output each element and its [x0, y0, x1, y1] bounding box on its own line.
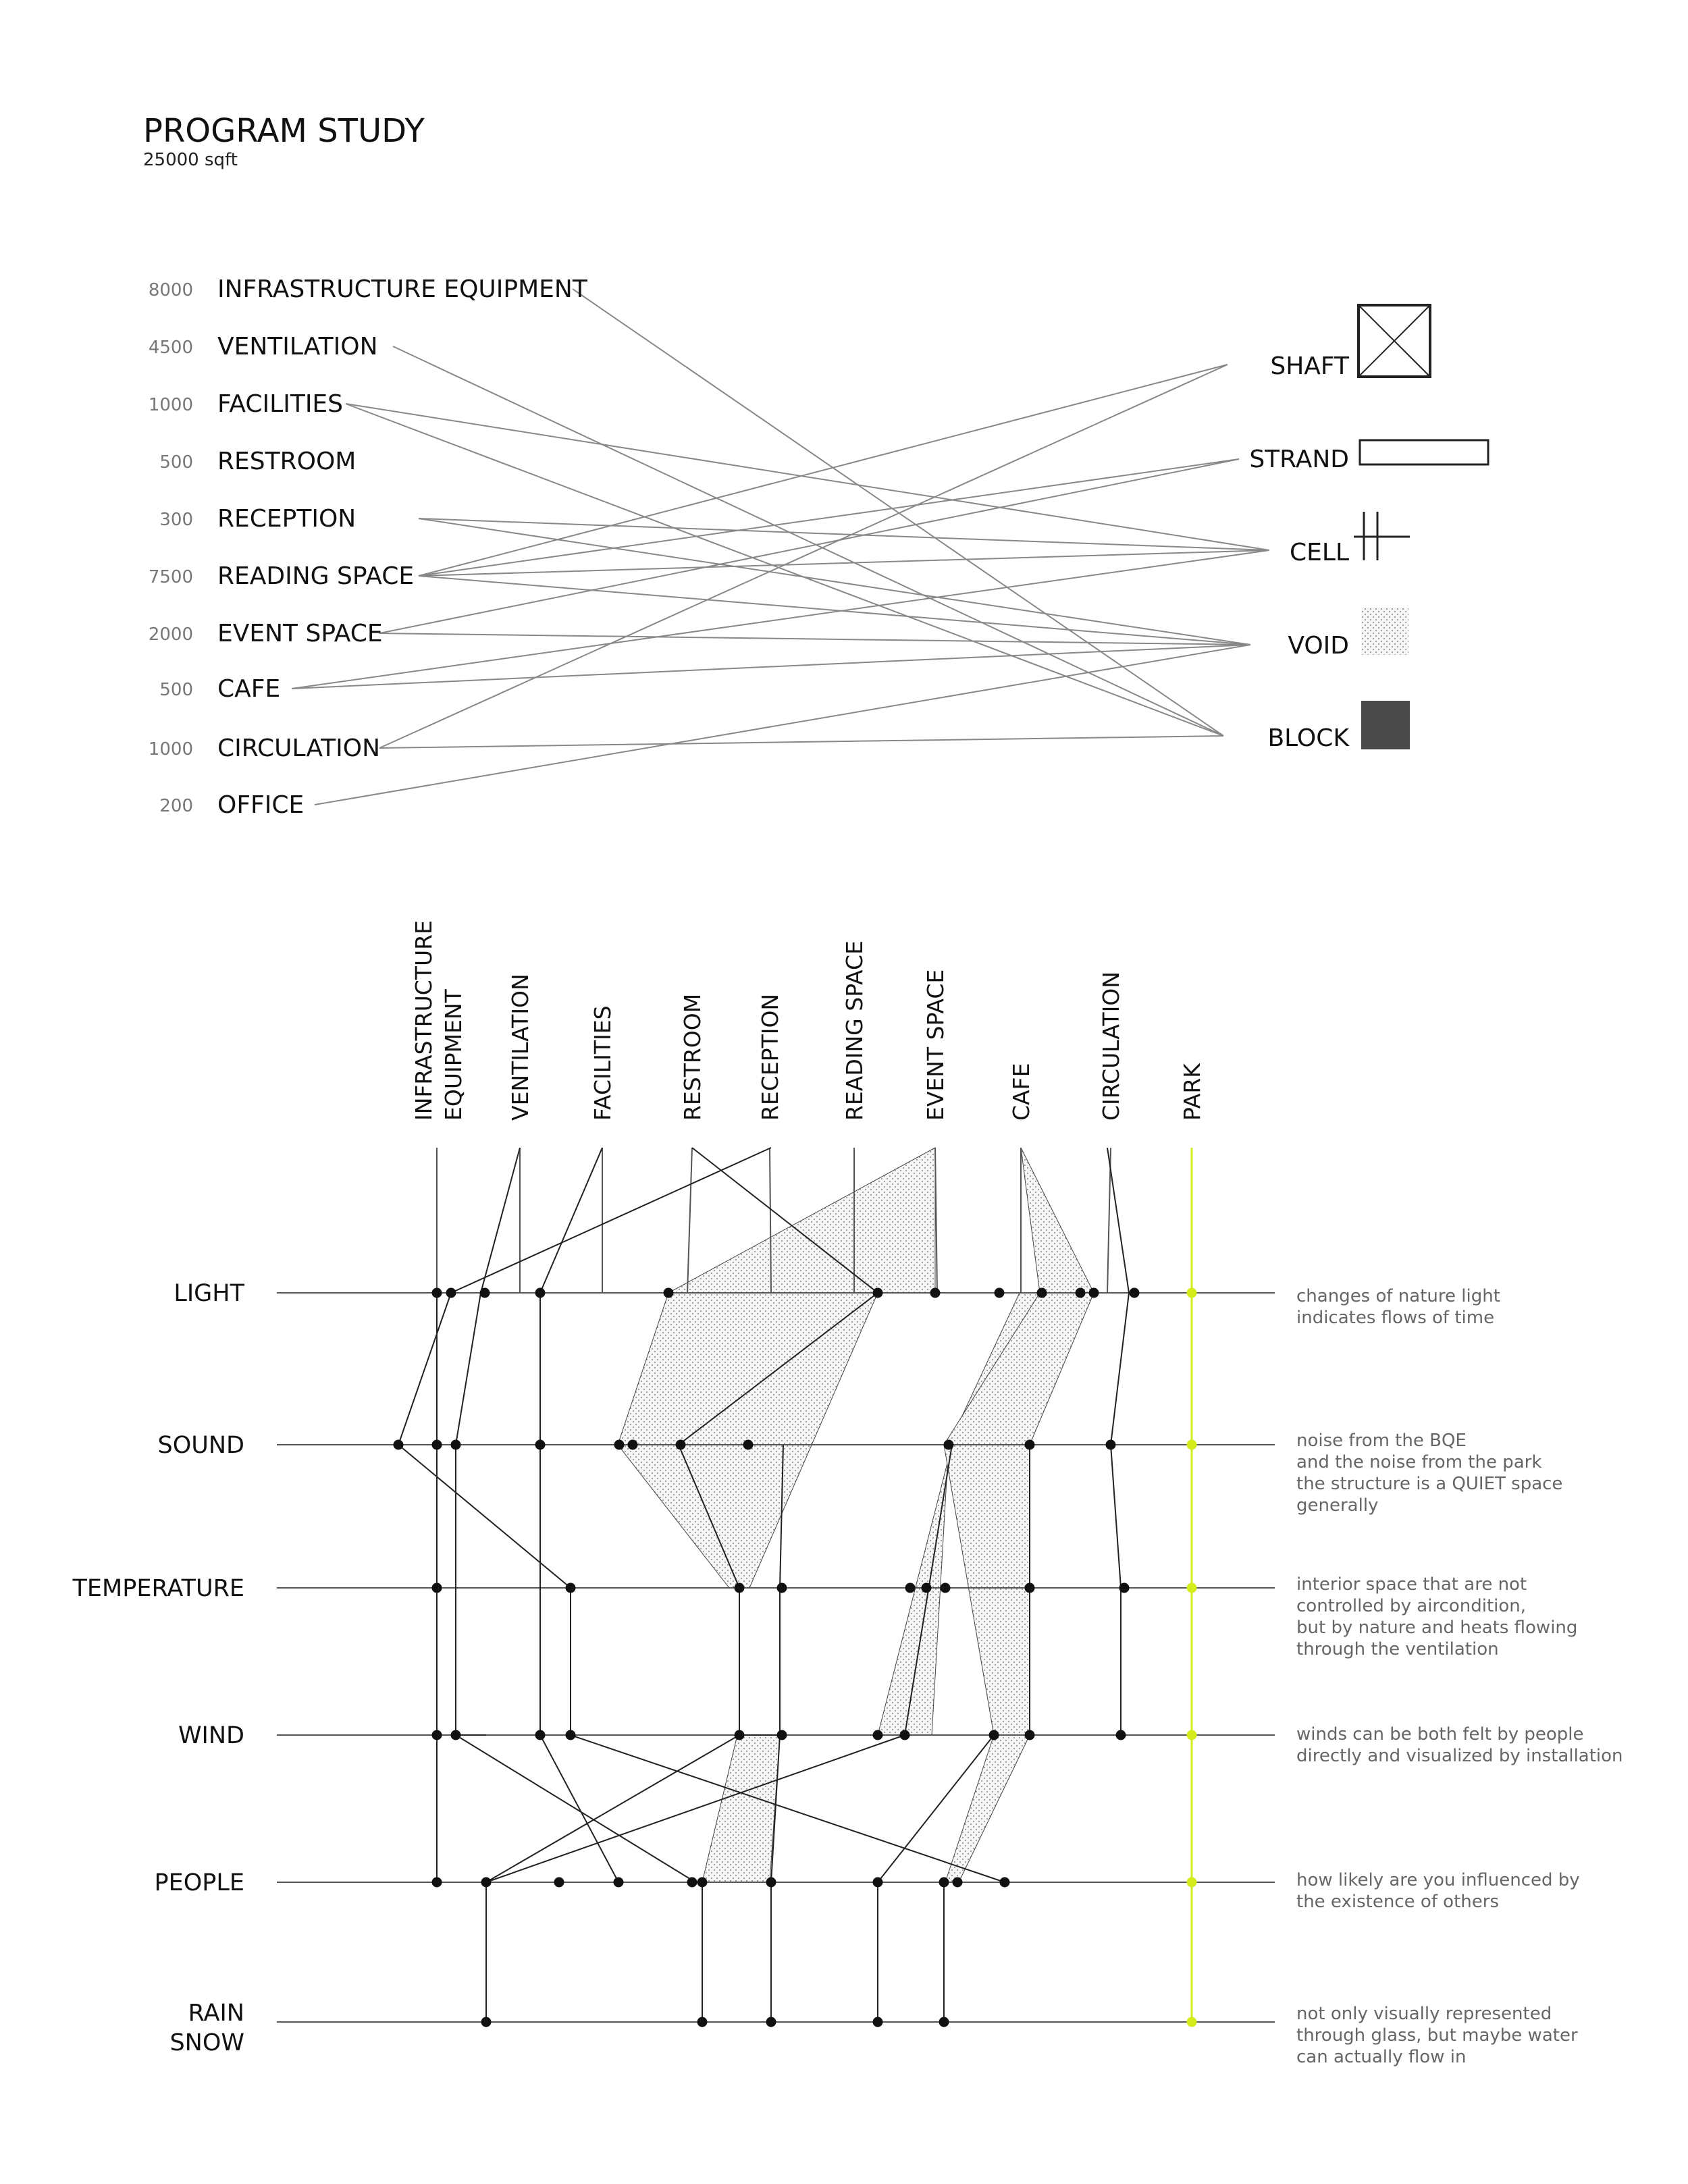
program-label: RESTROOM — [217, 448, 357, 475]
program-form-link — [379, 633, 1250, 645]
matrix-node — [697, 2017, 708, 2027]
shaft-icon — [1359, 305, 1430, 377]
matrix-node — [1089, 1288, 1099, 1298]
column-label-line: EVENT SPACE — [922, 969, 949, 1121]
column-label — [411, 920, 467, 1121]
row-note-line: generally — [1296, 1495, 1379, 1516]
matrix-node — [451, 1440, 461, 1450]
matrix-node — [432, 1288, 442, 1298]
program-form-link — [379, 365, 1228, 748]
row-label — [72, 1575, 244, 1602]
matrix-node — [735, 1583, 745, 1593]
page-title: PROGRAM STUDY — [143, 112, 425, 150]
column-label-line: CAFE — [1008, 1063, 1034, 1121]
matrix-node — [922, 1583, 932, 1593]
matrix-connection — [456, 1735, 695, 1882]
row-label-line: WIND — [178, 1722, 244, 1749]
program-form-link — [419, 518, 1269, 550]
matrix-node — [939, 1877, 949, 1888]
program-item — [149, 620, 383, 647]
matrix-node — [687, 1877, 697, 1888]
page-subtitle: 25000 sqft — [143, 150, 238, 170]
program-label: RECEPTION — [217, 505, 357, 533]
matrix-node — [1037, 1288, 1047, 1298]
matrix-node — [941, 1583, 951, 1593]
program-item — [159, 791, 304, 819]
matrix-node — [432, 1440, 442, 1450]
matrix-node — [535, 1730, 546, 1740]
row-label — [178, 1722, 244, 1749]
matrix-connection — [486, 1735, 739, 1882]
column-labels — [411, 920, 1205, 1121]
matrix-node — [566, 1583, 576, 1593]
matrix-node — [905, 1583, 916, 1593]
row-label-line: LIGHT — [174, 1280, 244, 1307]
program-form-link — [419, 518, 1250, 645]
program-area: 200 — [159, 796, 193, 816]
row-note-line: indicates flows of time — [1296, 1308, 1495, 1328]
matrix-node — [566, 1730, 576, 1740]
column-label-line: RECEPTION — [757, 993, 783, 1121]
column-axis — [687, 1148, 692, 1293]
column-label — [1179, 1063, 1205, 1121]
row-note-line: changes of nature light — [1296, 1286, 1500, 1306]
matrix-node — [1119, 1583, 1130, 1593]
program-item — [159, 505, 356, 533]
matrix-connection — [398, 1445, 571, 1735]
void-icon — [1361, 608, 1408, 655]
matrix-node — [989, 1730, 999, 1740]
park-node — [1187, 2017, 1197, 2027]
program-form-link — [419, 550, 1269, 576]
matrix-node — [535, 1440, 546, 1450]
column-label-line: RESTROOM — [679, 993, 706, 1121]
matrix-connection — [540, 1148, 618, 1882]
program-item — [149, 333, 378, 361]
cell-icon — [1354, 512, 1410, 560]
matrix-node — [481, 2017, 492, 2027]
program-area: 1000 — [148, 395, 193, 415]
matrix-node — [1076, 1288, 1086, 1298]
matrix-node — [944, 1440, 954, 1450]
row-labels — [72, 1280, 245, 2056]
program-form-link — [393, 346, 1223, 736]
program-item — [149, 562, 414, 590]
form-label-cell: CELL — [1290, 539, 1349, 566]
program-label: READING SPACE — [217, 562, 415, 590]
row-note-line: not only visually represented — [1296, 2004, 1552, 2024]
row-note-line: directly and visualized by installation — [1296, 1746, 1623, 1766]
form-label-block: BLOCK — [1267, 724, 1349, 752]
matrix-node — [676, 1440, 686, 1450]
row-label-line: SOUND — [157, 1432, 244, 1459]
program-area: 7500 — [148, 567, 193, 587]
matrix-node — [735, 1730, 745, 1740]
program-area: 8000 — [148, 280, 193, 300]
row-note-line: controlled by aircondition, — [1296, 1596, 1527, 1616]
matrix-node — [480, 1288, 490, 1298]
matrix-node — [664, 1288, 674, 1298]
column-label-line: VENTILATION — [507, 974, 533, 1121]
matrix-node — [900, 1730, 910, 1740]
program-item — [149, 275, 588, 303]
program-item — [159, 448, 356, 475]
row-note-line: through glass, but maybe water — [1296, 2025, 1578, 2046]
program-item — [149, 390, 343, 418]
program-list — [149, 275, 588, 819]
program-form-link — [315, 645, 1250, 805]
matrix-node — [432, 1877, 442, 1888]
matrix-node — [432, 1730, 442, 1740]
matrix-node — [743, 1440, 754, 1450]
block-icon — [1361, 701, 1410, 749]
void-region — [702, 1735, 780, 1882]
row-note-line: winds can be both felt by people — [1296, 1724, 1584, 1744]
matrix-node — [873, 1730, 883, 1740]
matrix-node — [777, 1583, 787, 1593]
form-label-shaft: SHAFT — [1270, 352, 1349, 380]
row-note — [1296, 1724, 1623, 1766]
strand-icon — [1360, 440, 1488, 464]
park-node — [1187, 1730, 1197, 1740]
program-label: CAFE — [217, 675, 281, 703]
matrix-connection — [486, 1735, 905, 1882]
row-note — [1296, 1870, 1580, 1912]
column-label-line: CIRCULATION — [1098, 971, 1124, 1121]
column-label — [589, 1005, 616, 1121]
program-form-links — [292, 289, 1269, 805]
matrix-node — [481, 1877, 492, 1888]
column-label-line: INFRASTRUCTURE — [411, 920, 437, 1121]
park-node — [1187, 1288, 1197, 1298]
matrix-node — [873, 1877, 883, 1888]
matrix-node — [766, 2017, 776, 2027]
form-legend — [1249, 305, 1488, 752]
program-form-link — [379, 459, 1239, 633]
row-label — [174, 1280, 244, 1307]
matrix-node — [1116, 1730, 1126, 1740]
row-label-line: RAIN — [188, 2000, 244, 2027]
program-label: VENTILATION — [217, 333, 378, 361]
matrix-node — [930, 1288, 941, 1298]
matrix-node — [1106, 1440, 1116, 1450]
program-form-link — [346, 404, 1223, 736]
void-fills — [618, 1148, 1094, 1882]
program-form-link — [573, 289, 1223, 736]
matrix-node — [446, 1288, 456, 1298]
column-label — [1098, 971, 1124, 1121]
program-item — [149, 735, 380, 762]
program-form-link — [419, 459, 1239, 576]
program-label: INFRASTRUCTURE EQUIPMENT — [217, 275, 587, 303]
program-area: 500 — [159, 680, 193, 700]
program-label: OFFICE — [217, 791, 305, 819]
row-label — [169, 2000, 244, 2056]
program-area: 4500 — [148, 338, 193, 358]
row-note-line: how likely are you influenced by — [1296, 1870, 1580, 1890]
row-label — [157, 1432, 244, 1459]
matrix-node — [873, 2017, 883, 2027]
matrix-node — [614, 1877, 624, 1888]
matrix-connection — [398, 1293, 451, 1445]
park-node — [1187, 1440, 1197, 1450]
row-label-line: TEMPERATURE — [72, 1575, 244, 1602]
program-form-link — [379, 736, 1223, 748]
matrix-connection — [456, 1148, 520, 1735]
row-notes — [1296, 1286, 1623, 2067]
program-label: EVENT SPACE — [217, 620, 383, 647]
matrix-node — [1000, 1877, 1010, 1888]
matrix-node — [939, 2017, 949, 2027]
column-label-line: PARK — [1179, 1063, 1205, 1121]
park-node — [1187, 1877, 1197, 1888]
row-note-line: can actually flow in — [1296, 2047, 1467, 2067]
matrix-node — [628, 1440, 638, 1450]
column-label — [679, 994, 706, 1121]
row-label — [155, 1869, 245, 1896]
row-note-line: noise from the BQE — [1296, 1431, 1467, 1451]
program-area: 1000 — [148, 739, 193, 760]
matrix-node — [535, 1288, 546, 1298]
row-label-line: PEOPLE — [154, 1869, 244, 1896]
column-label-line: READING SPACE — [841, 940, 868, 1121]
column-label — [757, 994, 783, 1121]
park-node — [1187, 1583, 1197, 1593]
column-label — [841, 940, 868, 1121]
matrix-node — [1130, 1288, 1140, 1298]
matrix-node — [1025, 1583, 1035, 1593]
program-label: CIRCULATION — [217, 735, 381, 762]
matrix-node — [766, 1877, 776, 1888]
program-area: 500 — [159, 452, 193, 473]
form-label-strand: STRAND — [1249, 446, 1349, 473]
column-label — [922, 969, 949, 1121]
program-form-link — [419, 576, 1250, 645]
row-note-line: and the noise from the park — [1296, 1452, 1542, 1472]
column-label — [507, 974, 533, 1121]
matrix-node — [394, 1440, 404, 1450]
row-note-line: through the ventilation — [1296, 1639, 1499, 1659]
matrix-node — [1025, 1440, 1035, 1450]
program-form-link — [292, 645, 1250, 689]
matrix-node — [873, 1288, 883, 1298]
column-label-line: FACILITIES — [589, 1005, 616, 1121]
row-note — [1296, 1431, 1562, 1516]
matrix-node — [777, 1730, 787, 1740]
row-note — [1296, 2004, 1578, 2067]
form-label-void: VOID — [1288, 632, 1349, 660]
program-area: 300 — [159, 510, 193, 530]
matrix-node — [554, 1877, 564, 1888]
row-note-line: but by nature and heats flowing — [1296, 1618, 1578, 1638]
row-note — [1296, 1286, 1500, 1328]
column-label-line: EQUIPMENT — [440, 989, 467, 1121]
matrix-connection — [571, 1735, 1005, 1882]
matrix-node — [451, 1730, 461, 1740]
matrix-node — [953, 1877, 963, 1888]
row-note-line: interior space that are not — [1296, 1574, 1527, 1595]
matrix-node — [995, 1288, 1005, 1298]
row-note-line: the structure is a QUIET space — [1296, 1474, 1563, 1494]
row-note — [1296, 1574, 1577, 1659]
matrix-node — [1025, 1730, 1035, 1740]
matrix-node — [614, 1440, 625, 1450]
matrix-node — [432, 1583, 442, 1593]
column-label — [1008, 1063, 1034, 1121]
matrix-node — [697, 1877, 708, 1888]
row-label-line: SNOW — [169, 2029, 244, 2056]
program-item — [159, 675, 280, 703]
program-area: 2000 — [148, 624, 193, 645]
row-note-line: the existence of others — [1296, 1892, 1499, 1912]
program-label: FACILITIES — [217, 390, 344, 418]
